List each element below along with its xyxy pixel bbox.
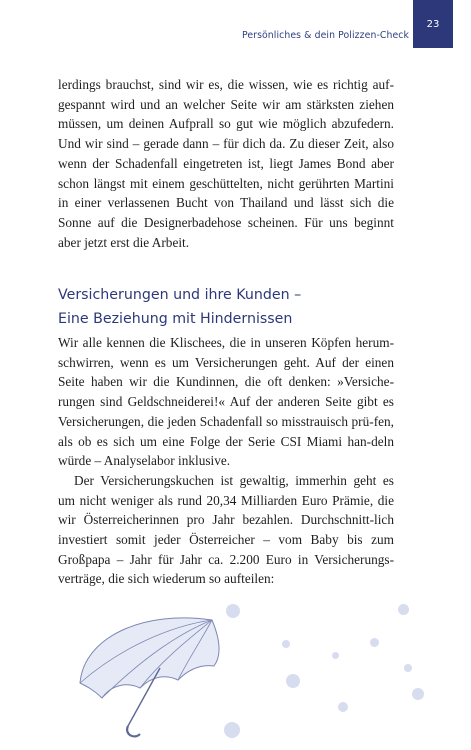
text-line: Großpapa – Jahr für Jahr ca. 2.200 Euro in Versicherungs-	[58, 551, 394, 567]
section-heading-line-2: Eine Beziehung mit Hindernissen	[58, 310, 293, 327]
text-line: Seite haben wir die Kundinnen, die oft denken: »Versiche-	[58, 374, 394, 390]
decorative-dot	[282, 640, 290, 648]
text-line: deln würde – Analyselabor inklusive.	[58, 433, 394, 469]
text-line: aber schon längst mit einem geschüttelten, nicht gerührten	[58, 155, 394, 191]
text-line: verträge, die sich wiederum so aufteilen:	[58, 571, 275, 587]
text-line: lich investiert somit jeder Österreicher – vom Baby bis zum	[58, 512, 394, 548]
section-heading	[58, 284, 408, 331]
text-line: fen, als ob es sich um eine Folge der Serie CSI Miami han-	[58, 413, 394, 449]
decorative-dot	[332, 652, 339, 659]
text-line: Wir alle kennen die Klischees, die in unseren Köpfen herum-	[58, 335, 394, 350]
running-title: Persönliches & dein Polizzen-Check	[241, 30, 409, 41]
text-line: Martini in einer verlassenen Bucht von Thailand und lässt	[58, 175, 394, 211]
text-line: Versicherungen, die jeden Schadenfall so misstrauisch prü-	[58, 413, 374, 429]
decorative-dot	[398, 604, 409, 615]
text-line: die wir Österreicherinnen pro Jahr bezahlen. Durchschnitt-	[58, 492, 394, 528]
text-line: Und wir sind – gerade dann – für dich da. Zu dieser Zeit,	[58, 136, 369, 152]
text-line: rungen sind Geldschneiderei!« Auf der anderen Seite gibt es	[58, 394, 394, 410]
decorative-dot	[370, 638, 379, 647]
text-line: um nicht weniger als rund 20,34 Milliarden Euro Prämie,	[58, 492, 374, 508]
text-line: schwirren, wenn es um Versicherungen geht. Auf der einen	[58, 354, 394, 370]
text-line: sich die Sonne auf die Designerbadehose scheinen. Für uns	[58, 195, 394, 230]
decorative-dot	[404, 664, 412, 672]
text-line: müssen, um deinen Aufprall so gut wie möglich abzufedern.	[58, 116, 394, 132]
text-line: lerdings brauchst, sind wir es, die wissen, wie es richtig auf-	[58, 77, 394, 92]
page-number: 23	[426, 18, 440, 30]
umbrella-illustration	[50, 598, 250, 743]
decorative-dot	[412, 688, 424, 700]
text-line: gespannt wird und an welcher Seite wir am stärksten ziehen	[58, 96, 394, 112]
decorative-dot	[286, 674, 300, 688]
text-line: also wenn der Schadenfall eingetreten ist, liegt James Bond	[58, 136, 394, 171]
page-number-tab	[413, 0, 453, 48]
paragraph-versicherungskuchen	[58, 471, 394, 589]
paragraph-continued	[58, 75, 394, 252]
text-block	[58, 75, 394, 252]
section-heading-line-1: Versicherungen und ihre Kunden –	[58, 287, 302, 303]
paragraph-klischees	[58, 333, 394, 471]
decorative-dot	[338, 702, 348, 712]
text-line: beginnt aber jetzt erst die Arbeit.	[58, 214, 394, 250]
text-line: Der Versicherungskuchen ist gewaltig, immerhin geht es	[74, 472, 394, 488]
section-body	[58, 333, 394, 589]
